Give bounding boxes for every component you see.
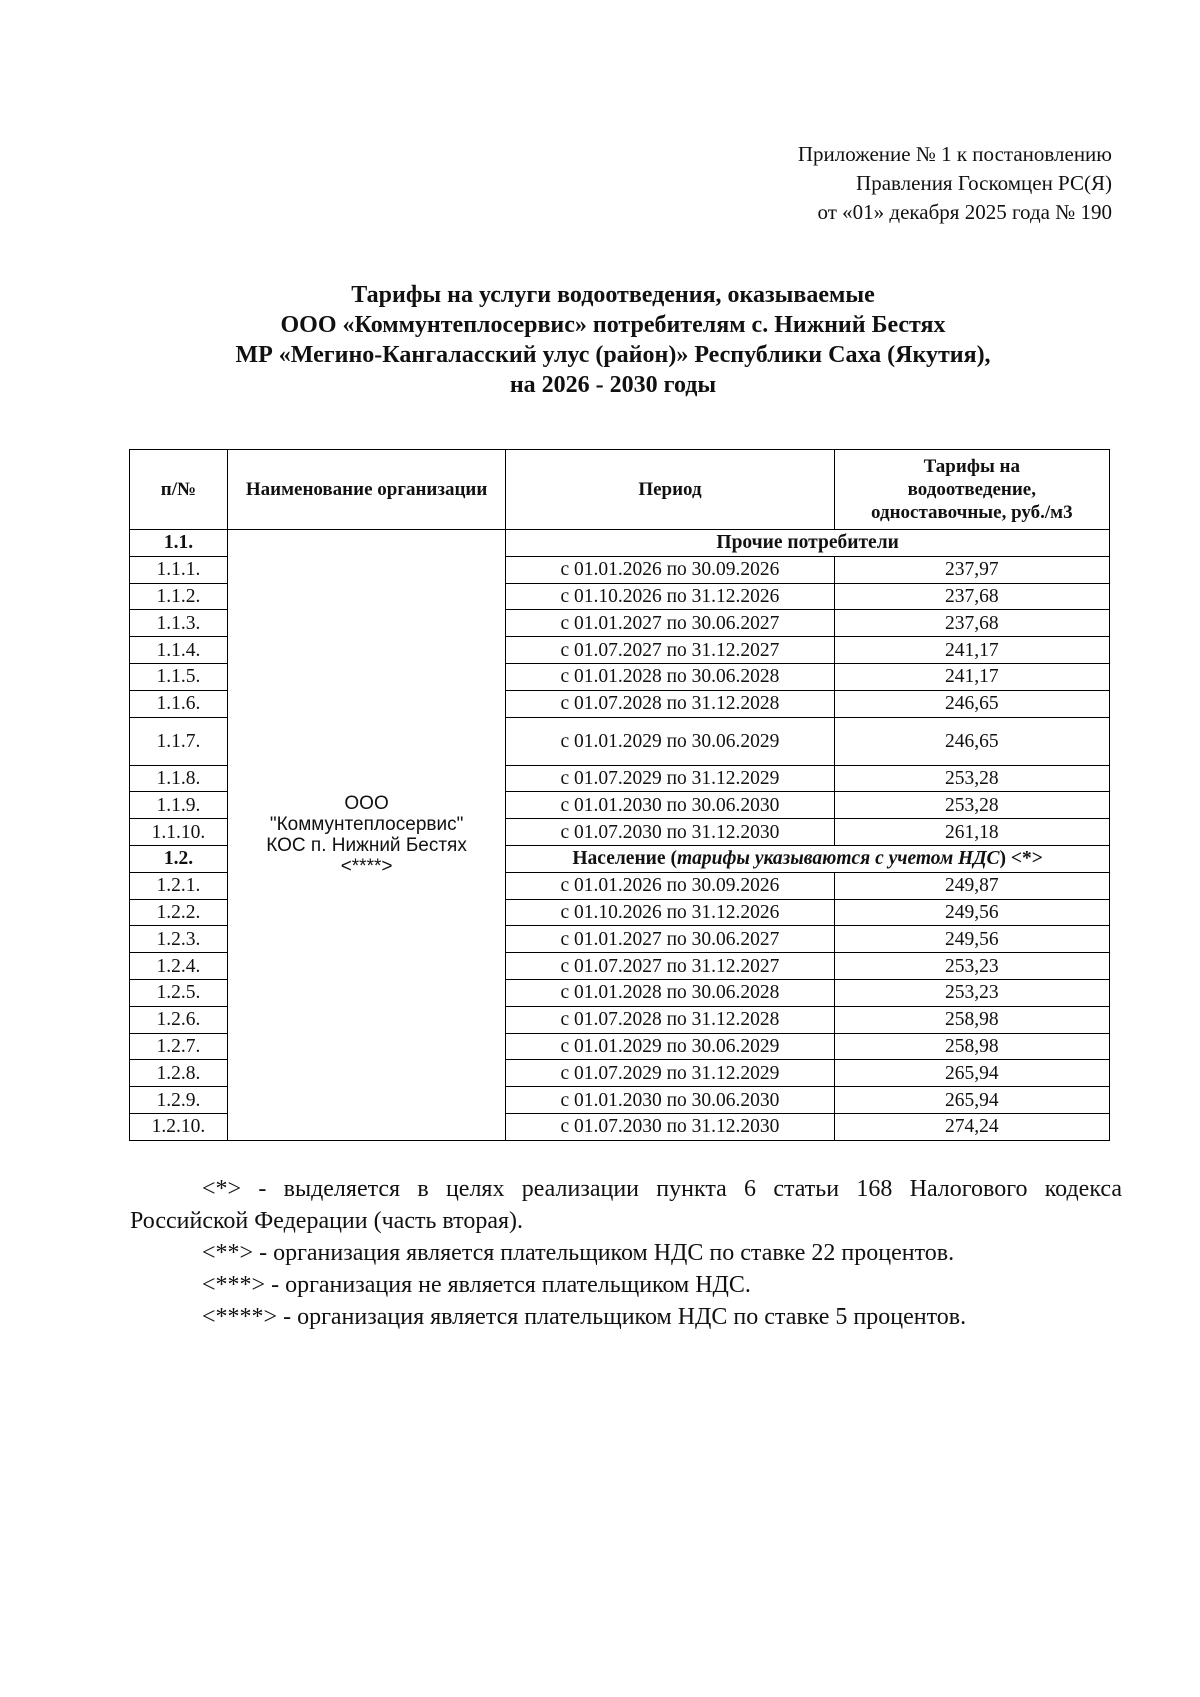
row-number: 1.1.2. — [130, 583, 228, 610]
row-tariff-value: 253,23 — [834, 979, 1109, 1006]
row-tariff-value: 265,94 — [834, 1087, 1109, 1114]
row-number: 1.1.1. — [130, 556, 228, 583]
row-number: 1.2.6. — [130, 1006, 228, 1033]
row-number: 1.2.8. — [130, 1060, 228, 1087]
row-tariff-value: 246,65 — [834, 717, 1109, 765]
row-number: 1.2.2. — [130, 899, 228, 926]
group-number: 1.2. — [130, 845, 228, 872]
group-title-italic: тарифы указываются с учетом НДС — [676, 848, 1000, 870]
document-title — [130, 280, 1096, 400]
row-period: с 01.01.2027 по 30.06.2027 — [506, 926, 834, 953]
row-tariff-value: 237,68 — [834, 583, 1109, 610]
row-number: 1.1.9. — [130, 792, 228, 819]
row-period: с 01.01.2027 по 30.06.2027 — [506, 610, 834, 637]
annex-line-1: Приложение № 1 к постановлению — [797, 142, 1112, 166]
row-period: с 01.07.2028 по 31.12.2028 — [506, 690, 834, 717]
title-line-3: МР «Мегино-Кангаласский улус (район)» Республики Саха (Якутия), — [235, 342, 991, 368]
organization-line4: <****> — [340, 855, 393, 877]
row-number: 1.2.4. — [130, 953, 228, 980]
row-tariff-value: 237,97 — [834, 556, 1109, 583]
annex-reference — [798, 140, 1112, 227]
row-tariff-value: 253,28 — [834, 765, 1109, 792]
row-tariff-value: 261,18 — [834, 819, 1109, 846]
group-title: Прочие потребители — [506, 530, 1110, 557]
row-tariff-value: 265,94 — [834, 1060, 1109, 1087]
row-tariff-value: 246,65 — [834, 690, 1109, 717]
organization-line1: ООО — [344, 792, 389, 814]
table-header-row — [130, 450, 1110, 530]
header-tariff-line-1: Тарифы на — [923, 456, 1021, 477]
row-tariff-value: 258,98 — [834, 1006, 1109, 1033]
organization-line2: "Коммунтеплосервис" — [269, 813, 464, 835]
row-number: 1.2.9. — [130, 1087, 228, 1114]
organization-cell — [227, 530, 505, 1141]
row-period: с 01.07.2029 по 31.12.2029 — [506, 765, 834, 792]
row-number: 1.1.7. — [130, 717, 228, 765]
header-number: п/№ — [130, 450, 228, 530]
footnotes — [130, 1173, 1122, 1333]
row-number: 1.2.7. — [130, 1033, 228, 1060]
footnote: <***> - организация не является плательщиком НДС. — [202, 1272, 751, 1298]
row-tariff-value: 253,28 — [834, 792, 1109, 819]
header-organization: Наименование организации — [227, 450, 505, 530]
row-number: 1.2.3. — [130, 926, 228, 953]
header-tariff — [834, 450, 1109, 530]
group-title — [506, 845, 1110, 872]
title-line-4: на 2026 - 2030 годы — [509, 372, 717, 398]
row-number: 1.1.10. — [130, 819, 228, 846]
group-title-suffix: ) <*> — [999, 848, 1043, 870]
row-number: 1.2.5. — [130, 979, 228, 1006]
row-period: с 01.01.2030 по 30.06.2030 — [506, 1087, 834, 1114]
row-period: с 01.07.2029 по 31.12.2029 — [506, 1060, 834, 1087]
row-number: 1.1.5. — [130, 663, 228, 690]
row-period: с 01.01.2029 по 30.06.2029 — [506, 1033, 834, 1060]
row-period: с 01.01.2026 по 30.09.2026 — [506, 872, 834, 899]
organization-line3: КОС п. Нижний Бестях — [266, 834, 467, 856]
row-number: 1.2.1. — [130, 872, 228, 899]
row-tariff-value: 237,68 — [834, 610, 1109, 637]
footnote: <**> - организация является плательщиком НДС по ставке 22 процентов. — [202, 1240, 955, 1266]
row-period: с 01.10.2026 по 31.12.2026 — [506, 899, 834, 926]
row-period: с 01.01.2026 по 30.09.2026 — [506, 556, 834, 583]
group-row — [130, 530, 1110, 557]
row-tariff-value: 258,98 — [834, 1033, 1109, 1060]
group-number: 1.1. — [130, 530, 228, 557]
header-tariff-line-2: водоотведение, — [907, 479, 1036, 500]
row-tariff-value: 241,17 — [834, 637, 1109, 664]
row-period: с 01.01.2030 по 30.06.2030 — [506, 792, 834, 819]
row-period: с 01.07.2030 по 31.12.2030 — [506, 819, 834, 846]
row-number: 1.1.6. — [130, 690, 228, 717]
row-number: 1.1.8. — [130, 765, 228, 792]
row-period: с 01.07.2027 по 31.12.2027 — [506, 637, 834, 664]
group-title-prefix: Население ( — [572, 848, 677, 870]
row-tariff-value: 241,17 — [834, 663, 1109, 690]
row-period: с 01.07.2027 по 31.12.2027 — [506, 953, 834, 980]
row-tariff-value: 274,24 — [834, 1113, 1109, 1140]
footnote: <*> - выделяется в целях реализации пункта 6 статьи 168 Налогового кодекса Российской Федерации (часть вторая). — [130, 1176, 1122, 1234]
row-period: с 01.01.2028 по 30.06.2028 — [506, 979, 834, 1006]
row-tariff-value: 253,23 — [834, 953, 1109, 980]
row-number: 1.2.10. — [130, 1113, 228, 1140]
row-period: с 01.01.2028 по 30.06.2028 — [506, 663, 834, 690]
tariff-table — [129, 449, 1110, 1141]
row-period: с 01.01.2029 по 30.06.2029 — [506, 717, 834, 765]
row-number: 1.1.3. — [130, 610, 228, 637]
row-period: с 01.07.2028 по 31.12.2028 — [506, 1006, 834, 1033]
annex-line-2: Правления Госкомцен РС(Я) — [856, 171, 1112, 195]
row-tariff-value: 249,56 — [834, 926, 1109, 953]
row-period: с 01.07.2030 по 31.12.2030 — [506, 1113, 834, 1140]
annex-line-3: от «01» декабря 2025 года № 190 — [817, 200, 1112, 224]
row-period: с 01.10.2026 по 31.12.2026 — [506, 583, 834, 610]
title-line-2: ООО «Коммунтеплосервис» потребителям с. Нижний Бестях — [280, 312, 946, 338]
row-tariff-value: 249,56 — [834, 899, 1109, 926]
header-period: Период — [506, 450, 834, 530]
row-number: 1.1.4. — [130, 637, 228, 664]
header-tariff-line-3: одноставочные, руб./м3 — [871, 502, 1073, 523]
footnote: <****> - организация является плательщиком НДС по ставке 5 процентов. — [202, 1304, 967, 1330]
row-tariff-value: 249,87 — [834, 872, 1109, 899]
title-line-1: Тарифы на услуги водоотведения, оказываемые — [351, 282, 875, 308]
